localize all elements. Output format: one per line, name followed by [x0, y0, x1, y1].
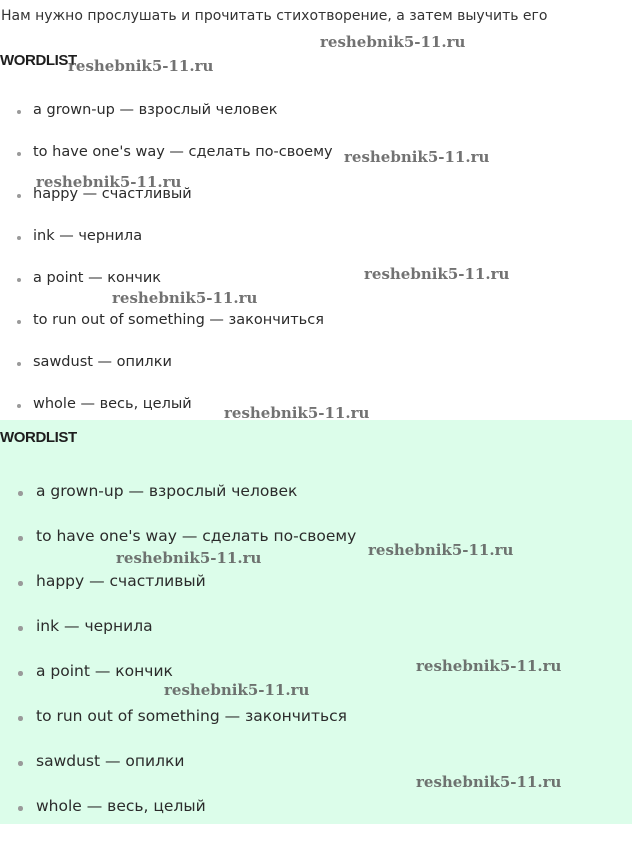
intro-text: Нам нужно прослушать и прочитать стихотворение, а затем выучить его [1, 8, 548, 24]
watermark: reshebnik5-11.ru [68, 57, 214, 75]
watermark: reshebnik5-11.ru [164, 681, 310, 699]
watermark: reshebnik5-11.ru [368, 541, 514, 559]
wordlist-heading: WORDLIST [0, 52, 77, 69]
list-item: ink — чернила [17, 228, 142, 244]
watermark: reshebnik5-11.ru [112, 289, 258, 307]
watermark: reshebnik5-11.ru [416, 773, 562, 791]
list-item: happy — счастливый [18, 572, 206, 590]
list-item: to have one's way — сделать по-своему [17, 144, 333, 160]
list-item: a point — кончик [18, 662, 173, 680]
list-item: a grown-up — взрослый человек [17, 102, 278, 118]
watermark: reshebnik5-11.ru [364, 265, 510, 283]
wordlist-section-2 [0, 420, 632, 824]
watermark: reshebnik5-11.ru [116, 549, 262, 567]
list-item: whole — весь, целый [18, 797, 206, 815]
watermark: reshebnik5-11.ru [320, 33, 466, 51]
watermark: reshebnik5-11.ru [224, 404, 370, 422]
list-item: a grown-up — взрослый человек [18, 482, 297, 500]
list-item: sawdust — опилки [18, 752, 184, 770]
list-item: ink — чернила [18, 617, 153, 635]
list-item: to run out of something — закончиться [17, 312, 324, 328]
watermark: reshebnik5-11.ru [36, 173, 182, 191]
wordlist-heading: WORDLIST [0, 429, 77, 446]
watermark: reshebnik5-11.ru [344, 148, 490, 166]
list-item: to have one's way — сделать по-своему [18, 527, 356, 545]
list-item: to run out of something — закончиться [18, 707, 347, 725]
list-item: a point — кончик [17, 270, 161, 286]
watermark: reshebnik5-11.ru [416, 657, 562, 675]
list-item: sawdust — опилки [17, 354, 172, 370]
list-item: happy — счастливый [17, 186, 192, 202]
wordlist-section-1 [0, 0, 632, 420]
list-item: whole — весь, целый [17, 396, 192, 412]
